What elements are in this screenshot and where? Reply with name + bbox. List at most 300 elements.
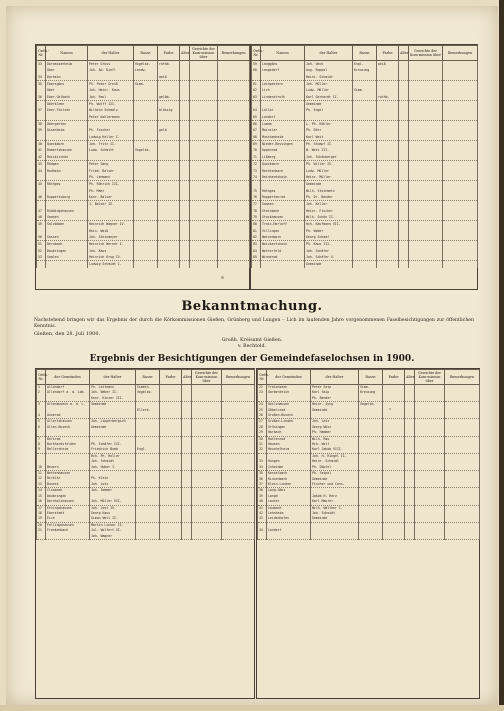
row-halter: Ludw. Müller bbox=[305, 87, 353, 93]
table-row bbox=[37, 234, 250, 241]
row-alter bbox=[399, 174, 409, 181]
bekanntmachung-authority: Großh. Kreisamt Gießen. bbox=[221, 338, 283, 343]
row-number: 42 bbox=[37, 154, 46, 161]
row-gemeinde: Dornholzhausen bbox=[46, 499, 90, 505]
row-gemeinde: Daubringen bbox=[46, 494, 90, 499]
row-rasse bbox=[134, 254, 158, 261]
header-gemeinden: Namen bbox=[46, 46, 88, 61]
header-gemeinden: Namen bbox=[261, 46, 305, 61]
row-alter bbox=[180, 241, 190, 248]
row-bemerkungen bbox=[218, 214, 250, 221]
row-halter: Georg Schaaf bbox=[305, 234, 353, 241]
header-rasse: Rasse bbox=[134, 46, 158, 61]
row-rasse: Vogelsb. bbox=[359, 402, 383, 408]
row-halter: Ph. Döpfel bbox=[311, 465, 359, 471]
row-number: 32 bbox=[258, 447, 267, 453]
row-halter: Karl Jakob VIII. bbox=[311, 447, 359, 453]
header-gewichte: Gewichte der Kom-mission über bbox=[415, 370, 445, 385]
row-alter bbox=[180, 74, 190, 81]
row-number: 17 bbox=[37, 505, 46, 511]
row-gemeinde: Geilshausen bbox=[267, 402, 311, 408]
row-rasse bbox=[353, 74, 377, 81]
row-gemeinde: Allendorf bbox=[46, 385, 90, 391]
row-gemeinde: Saasen bbox=[46, 214, 88, 221]
row-number: 45 bbox=[37, 181, 46, 188]
row-number bbox=[37, 101, 46, 108]
row-bemerkungen bbox=[443, 101, 478, 108]
row-bemerkungen bbox=[445, 534, 480, 540]
row-gewichte bbox=[190, 241, 218, 248]
row-gewichte bbox=[415, 534, 445, 540]
row-halter: Gemeinde bbox=[311, 477, 359, 482]
row-gemeinde bbox=[267, 534, 311, 540]
row-bemerkungen bbox=[443, 121, 478, 128]
row-alter bbox=[399, 161, 409, 168]
row-gemeinde: Allendorf a. d. Lda. bbox=[46, 390, 90, 395]
row-gemeinde: Eich bbox=[46, 516, 90, 522]
row-rasse bbox=[353, 101, 377, 108]
row-rasse bbox=[353, 181, 377, 188]
row-gewichte bbox=[409, 94, 443, 101]
row-rasse: Landw. bbox=[134, 67, 158, 73]
table-row bbox=[37, 201, 250, 208]
row-number: 43 bbox=[37, 161, 46, 168]
header-gewichte: Gewichte der Kom-mission über bbox=[190, 46, 218, 61]
table-row bbox=[37, 134, 250, 141]
row-farbe bbox=[158, 174, 180, 181]
row-farbe bbox=[377, 254, 399, 261]
row-halter: W. Wetz III. bbox=[305, 147, 353, 153]
row-gewichte bbox=[409, 214, 443, 221]
row-gemeinde: Allertshausen bbox=[46, 419, 90, 425]
row-halter bbox=[88, 74, 134, 81]
row-halter: Joh. Ad. Diefl bbox=[88, 67, 134, 73]
table-row bbox=[252, 74, 478, 81]
row-number: 35 bbox=[37, 81, 46, 88]
row-number: 14 bbox=[37, 488, 46, 494]
row-rasse: Vogelsb. bbox=[134, 61, 158, 68]
row-gemeinde: Reinhardshain bbox=[261, 174, 305, 181]
row-gewichte bbox=[190, 174, 218, 181]
row-gemeinde: Ruppertsburg bbox=[46, 194, 88, 201]
row-farbe bbox=[158, 161, 180, 168]
row-number: 61 bbox=[252, 81, 261, 88]
table-row bbox=[252, 94, 478, 101]
row-halter: Joh. Heinr. Kaus bbox=[88, 87, 134, 93]
row-halter: Joh. Ueck bbox=[305, 61, 353, 68]
ergebnis-title: Ergebnis der Besichtigungen der Gemeindefaselochsen in 1900. bbox=[89, 354, 415, 364]
row-bemerkungen bbox=[218, 174, 250, 181]
row-gewichte bbox=[190, 114, 218, 121]
row-farbe bbox=[158, 261, 180, 268]
table-row bbox=[252, 81, 478, 88]
row-number: 69 bbox=[252, 141, 261, 148]
row-bemerkungen bbox=[218, 61, 250, 68]
row-rasse bbox=[134, 101, 158, 108]
row-alter bbox=[399, 201, 409, 208]
row-number: 41 bbox=[37, 147, 46, 153]
row-gewichte bbox=[190, 181, 218, 188]
row-halter: Gemeinde bbox=[90, 425, 136, 430]
row-halter: Peter Sang bbox=[88, 161, 134, 168]
row-halter: Ph. Dörr bbox=[305, 127, 353, 133]
upper-right-grid bbox=[251, 45, 478, 268]
row-halter: Gemeinde bbox=[305, 101, 353, 108]
row-gemeinde: Villingen bbox=[261, 228, 305, 234]
row-gemeinde: Winnerod bbox=[261, 254, 305, 261]
row-gemeinde: Lauter bbox=[267, 499, 311, 505]
header-bemerkungen: Bemerkungen bbox=[222, 370, 255, 385]
row-halter: Ph. Weber bbox=[305, 228, 353, 234]
row-number bbox=[252, 181, 261, 188]
row-gemeinde: Queckborn bbox=[46, 141, 88, 148]
row-gemeinde: Fellingshausen bbox=[46, 522, 90, 528]
row-bemerkungen bbox=[443, 134, 478, 141]
row-gewichte bbox=[409, 201, 443, 208]
header-rasse: Rasse bbox=[136, 370, 160, 385]
row-number: 33 bbox=[37, 61, 46, 68]
row-bemerkungen bbox=[443, 74, 478, 81]
row-farbe bbox=[377, 154, 399, 161]
row-halter: L. Ph. Köhler bbox=[305, 121, 353, 128]
row-number: 74 bbox=[252, 174, 261, 181]
table-row bbox=[37, 534, 255, 540]
row-bemerkungen bbox=[218, 74, 250, 81]
row-gewichte bbox=[409, 194, 443, 201]
table-row bbox=[252, 174, 478, 181]
row-bemerkungen bbox=[443, 254, 478, 261]
row-halter: Hein. Weiß bbox=[88, 228, 134, 234]
row-gemeinde: Lehnheim bbox=[267, 511, 311, 516]
row-gemeinde: Rechtenbach bbox=[261, 168, 305, 174]
row-halter bbox=[311, 534, 359, 540]
row-alter bbox=[399, 101, 409, 108]
row-halter: Karl Seip bbox=[311, 390, 359, 395]
row-farbe bbox=[377, 141, 399, 148]
header-gewichte: Gewichte der Kom-mission über bbox=[409, 46, 443, 61]
row-farbe: weiß bbox=[158, 74, 180, 81]
table-row bbox=[252, 261, 478, 268]
row-gewichte bbox=[409, 174, 443, 181]
row-gemeinde: Großen-Linden bbox=[267, 419, 311, 425]
row-gemeinde: Hattenrod bbox=[267, 436, 311, 442]
table-row bbox=[252, 214, 478, 221]
row-gewichte bbox=[190, 221, 218, 228]
row-gewichte bbox=[409, 254, 443, 261]
row-gemeinde bbox=[261, 101, 305, 108]
row-number: 79 bbox=[252, 214, 261, 221]
row-gemeinde: Klein-Linden bbox=[267, 482, 311, 488]
row-farbe: weiß bbox=[377, 61, 399, 68]
row-rasse: Ellerb. bbox=[136, 408, 160, 413]
row-number: 62 bbox=[252, 87, 261, 93]
row-gemeinde: Leidenhofen bbox=[267, 516, 311, 522]
row-halter bbox=[88, 214, 134, 221]
row-gewichte bbox=[190, 234, 218, 241]
row-farbe bbox=[377, 181, 399, 188]
row-gemeinde: Oberkleen bbox=[46, 101, 88, 108]
row-number: 10 bbox=[37, 465, 46, 471]
row-halter: Konr. Kinzer III. bbox=[90, 396, 136, 402]
row-number: 49 bbox=[37, 221, 46, 228]
row-rasse bbox=[134, 114, 158, 121]
row-halter: Ph. Willer IV. bbox=[305, 161, 353, 168]
row-gewichte bbox=[190, 161, 218, 168]
row-alter bbox=[180, 234, 190, 241]
row-halter: Ph. Peter Greiß bbox=[88, 81, 134, 88]
row-alter bbox=[180, 134, 190, 141]
row-bemerkungen bbox=[218, 234, 250, 241]
row-halter: Joh. Fritz II. bbox=[88, 141, 134, 148]
row-gemeinde: Ettingshausen bbox=[46, 505, 90, 511]
row-gemeinde: Saalen bbox=[46, 254, 88, 261]
row-gemeinde: Lich bbox=[261, 87, 305, 93]
row-gemeinde: Lollar bbox=[261, 107, 305, 113]
row-gemeinde: Bersrod bbox=[46, 436, 90, 442]
header-halter: der Halter bbox=[311, 370, 359, 385]
row-gemeinde bbox=[46, 114, 88, 121]
row-bemerkungen bbox=[443, 241, 478, 248]
row-halter: Heinr. Müller bbox=[305, 174, 353, 181]
row-gemeinde: Sassen bbox=[46, 234, 88, 241]
row-gemeinde: Burkhardsfelden bbox=[46, 442, 90, 447]
row-gemeinde: Rödgen bbox=[46, 161, 88, 168]
row-bemerkungen bbox=[443, 181, 478, 188]
row-halter: Gemeinde bbox=[311, 408, 359, 413]
row-gemeinde: Lang-Göns bbox=[267, 488, 311, 494]
row-halter: Ph. Klein bbox=[90, 476, 136, 481]
bekanntmachung-text: Nachstehend bringen wir das Ergebnis der durch die Körkommissionen Gießen, Grünberg und Lungen – Lich im laufenden Jahre vorgenommenen Faselbesichtigungen zur öffentlichen Kenntnis. bbox=[34, 318, 474, 329]
row-number: 48 bbox=[37, 214, 46, 221]
row-gewichte bbox=[190, 81, 218, 88]
row-halter: Jul. Wolfert XI. bbox=[90, 528, 136, 533]
row-number: 29 bbox=[258, 430, 267, 436]
row-farbe bbox=[377, 174, 399, 181]
row-gemeinde: Langgöns bbox=[261, 61, 305, 68]
row-rasse: Kreuzung bbox=[353, 67, 377, 73]
row-gemeinde: Wetterfeld bbox=[261, 248, 305, 254]
row-halter: Ph. Mahr bbox=[88, 188, 134, 194]
table-row bbox=[37, 114, 250, 121]
header-halter: der Halter bbox=[90, 370, 136, 385]
row-halter: Wilhelm Schmalz bbox=[88, 107, 134, 113]
row-gewichte bbox=[190, 154, 218, 161]
row-farbe bbox=[158, 121, 180, 128]
row-bemerkungen bbox=[218, 114, 250, 121]
header-farbe: Farbe bbox=[158, 46, 180, 61]
row-number: 82 bbox=[252, 234, 261, 241]
row-alter bbox=[180, 114, 190, 121]
row-bemerkungen bbox=[218, 181, 250, 188]
row-gewichte bbox=[409, 154, 443, 161]
row-alter bbox=[180, 141, 190, 148]
row-gemeinde: Weickartshain bbox=[261, 241, 305, 248]
row-alter bbox=[399, 141, 409, 148]
row-halter: Fried. Balser bbox=[88, 168, 134, 174]
row-number: 13 bbox=[37, 482, 46, 488]
row-alter bbox=[399, 261, 409, 268]
row-rasse bbox=[353, 201, 377, 208]
row-halter: Ph. Hammer bbox=[311, 430, 359, 436]
row-alter bbox=[180, 161, 190, 168]
row-bemerkungen bbox=[218, 161, 250, 168]
row-number: 8 bbox=[37, 442, 46, 447]
row-alter bbox=[399, 81, 409, 88]
row-halter: Ludwig Schmidt I. bbox=[88, 261, 134, 268]
row-gemeinde: Röthges bbox=[46, 181, 88, 188]
row-gewichte bbox=[192, 534, 222, 540]
row-number: 60 bbox=[252, 67, 261, 73]
row-number: 53 bbox=[37, 254, 46, 261]
row-gewichte bbox=[409, 161, 443, 168]
row-gewichte bbox=[190, 141, 218, 148]
row-number: 11 bbox=[37, 471, 46, 477]
header-farbe: Farbe bbox=[383, 370, 405, 385]
header-rasse: Rasse bbox=[359, 370, 383, 385]
row-number: 40 bbox=[37, 141, 46, 148]
table-row bbox=[252, 241, 478, 248]
row-gewichte bbox=[409, 114, 443, 121]
row-bemerkungen bbox=[218, 101, 250, 108]
row-gemeinde: Dernbach bbox=[46, 241, 88, 248]
row-rasse bbox=[134, 221, 158, 228]
row-gemeinde: Annerod bbox=[46, 413, 90, 419]
row-halter: Karl Gerhardt II. bbox=[305, 94, 353, 101]
row-gemeinde: Dorheim bbox=[46, 74, 88, 81]
row-halter: Wilh. Rau bbox=[311, 436, 359, 442]
row-gemeinde: Lißberg bbox=[261, 154, 305, 161]
row-gemeinde: Reiskirchen bbox=[46, 154, 88, 161]
row-farbe bbox=[158, 234, 180, 241]
header-nr: Ordn.-Nr. bbox=[258, 370, 267, 385]
row-number: 22 bbox=[258, 385, 267, 391]
row-gemeinde: Lumda bbox=[261, 121, 305, 128]
row-halter: Heinr. Schmidt bbox=[311, 459, 359, 464]
row-rasse bbox=[134, 134, 158, 141]
row-rasse bbox=[353, 161, 377, 168]
table-row bbox=[252, 194, 478, 201]
row-number: 7 bbox=[37, 436, 46, 442]
row-number: 65 bbox=[252, 114, 261, 121]
row-rasse: Vogelsb. bbox=[136, 390, 160, 395]
row-gemeinde: Salzböden bbox=[46, 221, 88, 228]
row-gemeinde: Frankenbach bbox=[46, 528, 90, 533]
row-halter: Ludwig Keller I. bbox=[88, 134, 134, 141]
table-row bbox=[37, 174, 250, 181]
row-halter: Gemeinde bbox=[305, 261, 353, 268]
row-halter: Gemeinde bbox=[90, 402, 136, 408]
row-number bbox=[252, 101, 261, 108]
upper-right-body bbox=[252, 61, 478, 268]
row-bemerkungen bbox=[443, 81, 478, 88]
row-number bbox=[252, 261, 261, 268]
row-number: 37 bbox=[258, 482, 267, 488]
row-number: 37 bbox=[37, 107, 46, 113]
row-farbe bbox=[158, 254, 180, 261]
table-row bbox=[37, 161, 250, 168]
row-farbe bbox=[158, 134, 180, 141]
row-number: 70 bbox=[252, 147, 261, 153]
header-gewichte: Gewichte der Kom-mission über bbox=[192, 370, 222, 385]
row-gewichte bbox=[190, 94, 218, 101]
row-rasse bbox=[134, 201, 158, 208]
row-bemerkungen bbox=[443, 141, 478, 148]
row-rasse: Simmth. bbox=[136, 385, 160, 391]
row-alter bbox=[399, 241, 409, 248]
row-halter: Joh. Huber I. bbox=[90, 465, 136, 471]
row-gewichte bbox=[409, 234, 443, 241]
row-number: 64 bbox=[252, 107, 261, 113]
row-gemeinde: Garbenteich bbox=[267, 390, 311, 395]
table-row bbox=[252, 121, 478, 128]
row-gemeinde: Göbelnrod bbox=[267, 408, 311, 413]
row-halter: Joh. Paul bbox=[88, 94, 134, 101]
row-gemeinde: Londorf bbox=[267, 528, 311, 533]
row-rasse bbox=[359, 534, 383, 540]
row-bemerkungen bbox=[218, 94, 250, 101]
header-gemeinden: der Gemeinden bbox=[267, 370, 311, 385]
row-number: 47 bbox=[37, 208, 46, 214]
row-farbe bbox=[158, 194, 180, 201]
table-row bbox=[258, 534, 480, 540]
row-gemeinde bbox=[46, 261, 88, 268]
row-gewichte bbox=[409, 141, 443, 148]
header-nr: Ordn.-Nr. bbox=[252, 46, 261, 61]
table-row bbox=[37, 121, 250, 128]
row-number: 85 bbox=[252, 254, 261, 261]
row-farbe bbox=[377, 261, 399, 268]
row-gemeinde: Laubach bbox=[267, 505, 311, 511]
row-alter bbox=[180, 201, 190, 208]
row-halter: Georg Wüst bbox=[311, 425, 359, 430]
lower-left-body bbox=[37, 385, 255, 540]
row-gemeinde: Langd bbox=[267, 494, 311, 499]
row-gewichte bbox=[409, 74, 443, 81]
row-gemeinde: Daubringen bbox=[46, 248, 88, 254]
row-bemerkungen bbox=[218, 261, 250, 268]
row-number: 35 bbox=[258, 471, 267, 477]
row-rasse bbox=[353, 154, 377, 161]
row-halter bbox=[88, 154, 134, 161]
row-number: 23 bbox=[258, 390, 267, 395]
row-farbe bbox=[377, 201, 399, 208]
row-gemeinde: Birklar bbox=[46, 476, 90, 481]
row-gemeinde: Hausen bbox=[267, 442, 311, 447]
row-halter: Wilh. Steinmetz bbox=[305, 188, 353, 194]
row-farbe bbox=[158, 114, 180, 121]
row-alter bbox=[180, 174, 190, 181]
row-gemeinde: Eber-Gelbach bbox=[46, 94, 88, 101]
row-halter: Ludw. Schmitt bbox=[88, 147, 134, 153]
row-farbe bbox=[377, 194, 399, 201]
row-gemeinde: Grüningen bbox=[267, 425, 311, 430]
row-number: 80 bbox=[252, 221, 261, 228]
row-number: 51 bbox=[37, 241, 46, 248]
row-gemeinde: Ruppertenrod bbox=[261, 194, 305, 201]
row-gemeinde: Beuern bbox=[46, 465, 90, 471]
row-alter bbox=[180, 214, 190, 221]
row-gemeinde bbox=[261, 74, 305, 81]
row-number: 30 bbox=[258, 436, 267, 442]
row-number: 44 bbox=[37, 168, 46, 174]
table-row bbox=[37, 254, 250, 261]
row-gewichte bbox=[409, 101, 443, 108]
row-gewichte bbox=[409, 261, 443, 268]
row-gemeinde: Climbach bbox=[46, 488, 90, 494]
scan-border bbox=[0, 705, 504, 711]
row-gemeinde: Ossenheim bbox=[46, 127, 88, 133]
row-halter: Ph. Wolff III. bbox=[88, 101, 134, 108]
